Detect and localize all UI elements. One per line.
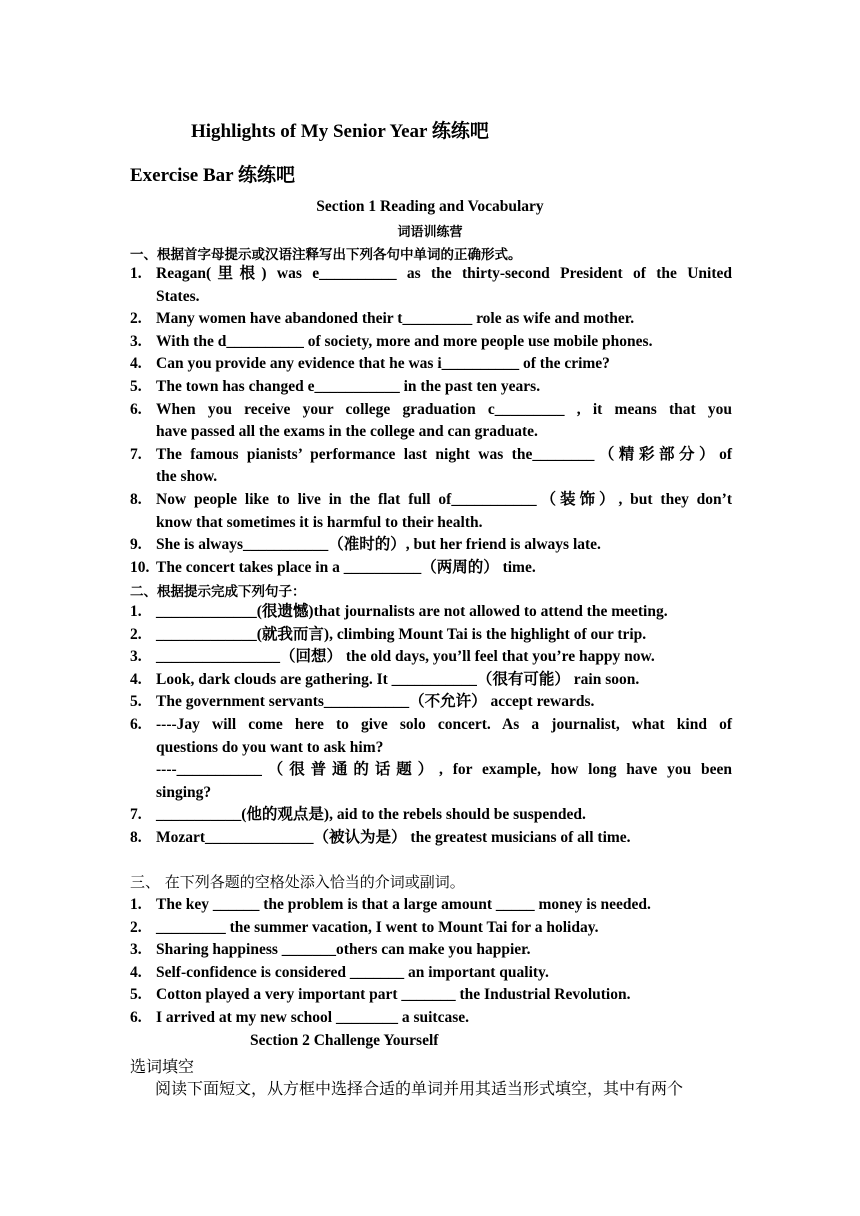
list-item (130, 646, 732, 669)
item-line: Can you provide any evidence that he was i__________ of the crime? (156, 355, 610, 373)
part2-list (130, 601, 732, 850)
item-line: ----Jay will come here to give solo concert. As a journalist, what kind of (156, 715, 732, 733)
item-line: the show. (156, 468, 218, 486)
item-number: 10. (130, 558, 150, 576)
item-number: 6. (130, 715, 142, 733)
list-item (130, 669, 732, 692)
item-number: 9. (130, 536, 142, 554)
item-line: ----___________（很普通的话题）, for example, how long have you been (156, 761, 732, 779)
item-number: 2. (130, 625, 142, 643)
item-line: Now people like to live in the flat full of___________（装饰）, but they don’t (156, 490, 732, 508)
item-line: know that sometimes it is harmful to their health. (156, 513, 483, 531)
list-item (130, 308, 732, 331)
list-item (130, 331, 732, 354)
item-number: 3. (130, 332, 142, 350)
list-item (130, 353, 732, 376)
item-number: 4. (130, 355, 142, 373)
item-line: ________________（回想） the old days, you’ll feel that you’re happy now. (156, 648, 655, 666)
item-number: 6. (130, 1008, 142, 1026)
item-line: Sharing happiness _______others can make you happier. (156, 941, 531, 959)
list-item (130, 376, 732, 399)
item-line: The key ______ the problem is that a large amount _____ money is needed. (156, 896, 651, 913)
item-line: States. (156, 287, 200, 305)
item-line: With the d__________ of society, more and more people use mobile phones. (156, 332, 653, 350)
item-number: 4. (130, 670, 142, 688)
list-item (130, 557, 732, 580)
section1-subheading: 词语训练营 (397, 225, 463, 240)
item-line: The government servants___________（不允许） accept rewards. (156, 693, 595, 711)
list-item (130, 444, 732, 489)
item-line: _____________(就我而言), climbing Mount Tai is the highlight of our trip. (156, 625, 647, 643)
list-item (130, 714, 732, 804)
list-item (130, 939, 732, 962)
part1-list (130, 263, 732, 579)
list-item (130, 917, 732, 940)
list-item (130, 263, 732, 308)
item-line: have passed all the exams in the college and can graduate. (156, 423, 538, 441)
list-item (130, 1007, 732, 1030)
item-line: Cotton played a very important part _______ the Industrial Revolution. (156, 986, 631, 1004)
list-item (130, 804, 732, 827)
list-item (130, 984, 732, 1007)
list-item (130, 691, 732, 714)
item-line: The town has changed e___________ in the past ten years. (156, 377, 541, 395)
item-line: Reagan(里根) was e__________ as the thirty-second President of the United (156, 265, 732, 282)
item-number: 4. (130, 963, 142, 981)
item-number: 1. (130, 896, 142, 913)
item-number: 8. (130, 490, 142, 508)
item-line: _____________(很遗憾)that journalists are not allowed to attend the meeting. (156, 603, 668, 620)
item-number: 3. (130, 941, 142, 959)
item-line: Look, dark clouds are gathering. It ___________（很有可能） rain soon. (156, 670, 640, 688)
item-line: I arrived at my new school ________ a suitcase. (156, 1008, 469, 1026)
list-item (130, 624, 732, 647)
section1-heading: Section 1 Reading and Vocabulary (316, 198, 544, 215)
item-number: 8. (130, 828, 142, 846)
item-line: She is always___________（准时的）, but her friend is always late. (156, 536, 601, 554)
item-number: 1. (130, 265, 142, 282)
item-line: questions do you want to ask him? (156, 738, 384, 756)
item-number: 2. (130, 918, 142, 936)
list-item (130, 601, 732, 624)
section2-subheading: 选词填空 (130, 1057, 195, 1076)
page-title: Highlights of My Senior Year 练练吧 (191, 121, 489, 142)
section2-heading: Section 2 Challenge Yourself (250, 1032, 439, 1049)
item-line: ___________(他的观点是), aid to the rebels should be suspended. (156, 806, 586, 824)
list-item (130, 399, 732, 444)
item-number: 7. (130, 445, 142, 463)
exercise-bar-heading: Exercise Bar 练练吧 (130, 165, 295, 186)
item-number: 7. (130, 806, 142, 824)
list-item (130, 962, 732, 985)
list-item (130, 827, 732, 850)
item-number: 6. (130, 400, 142, 418)
part3-list (130, 894, 732, 1030)
item-number: 1. (130, 603, 142, 620)
section2-intro: 阅读下面短文，从方框中选择合适的单词并用其适当形式填空，其中有两个 (155, 1079, 684, 1098)
item-line: singing? (156, 783, 212, 801)
item-line: When you receive your college graduation c_________ , it means that you (156, 400, 732, 418)
part2-instruction: 二、根据提示完成下列句子： (130, 584, 306, 600)
part1-instruction: 一、根据首字母提示或汉语注释写出下列各句中单词的正确形式。 (130, 247, 522, 263)
item-line: _________ the summer vacation, I went to Mount Tai for a holiday. (156, 918, 599, 936)
item-line: The famous pianists’ performance last night was the________（精彩部分）of (156, 445, 732, 463)
item-number: 5. (130, 986, 142, 1004)
list-item (130, 534, 732, 557)
item-line: Mozart______________（被认为是） the greatest musicians of all time. (156, 828, 631, 846)
item-number: 5. (130, 377, 142, 395)
item-number: 2. (130, 310, 142, 328)
list-item (130, 894, 732, 917)
part3-instruction: 三、 在下列各题的空格处添入恰当的介词或副词。 (130, 873, 465, 891)
item-number: 5. (130, 693, 142, 711)
list-item (130, 489, 732, 534)
item-number: 3. (130, 648, 142, 666)
item-line: The concert takes place in a __________（两周的） time. (156, 558, 536, 576)
item-line: Self-confidence is considered _______ an important quality. (156, 963, 549, 981)
item-line: Many women have abandoned their t_________ role as wife and mother. (156, 310, 635, 328)
